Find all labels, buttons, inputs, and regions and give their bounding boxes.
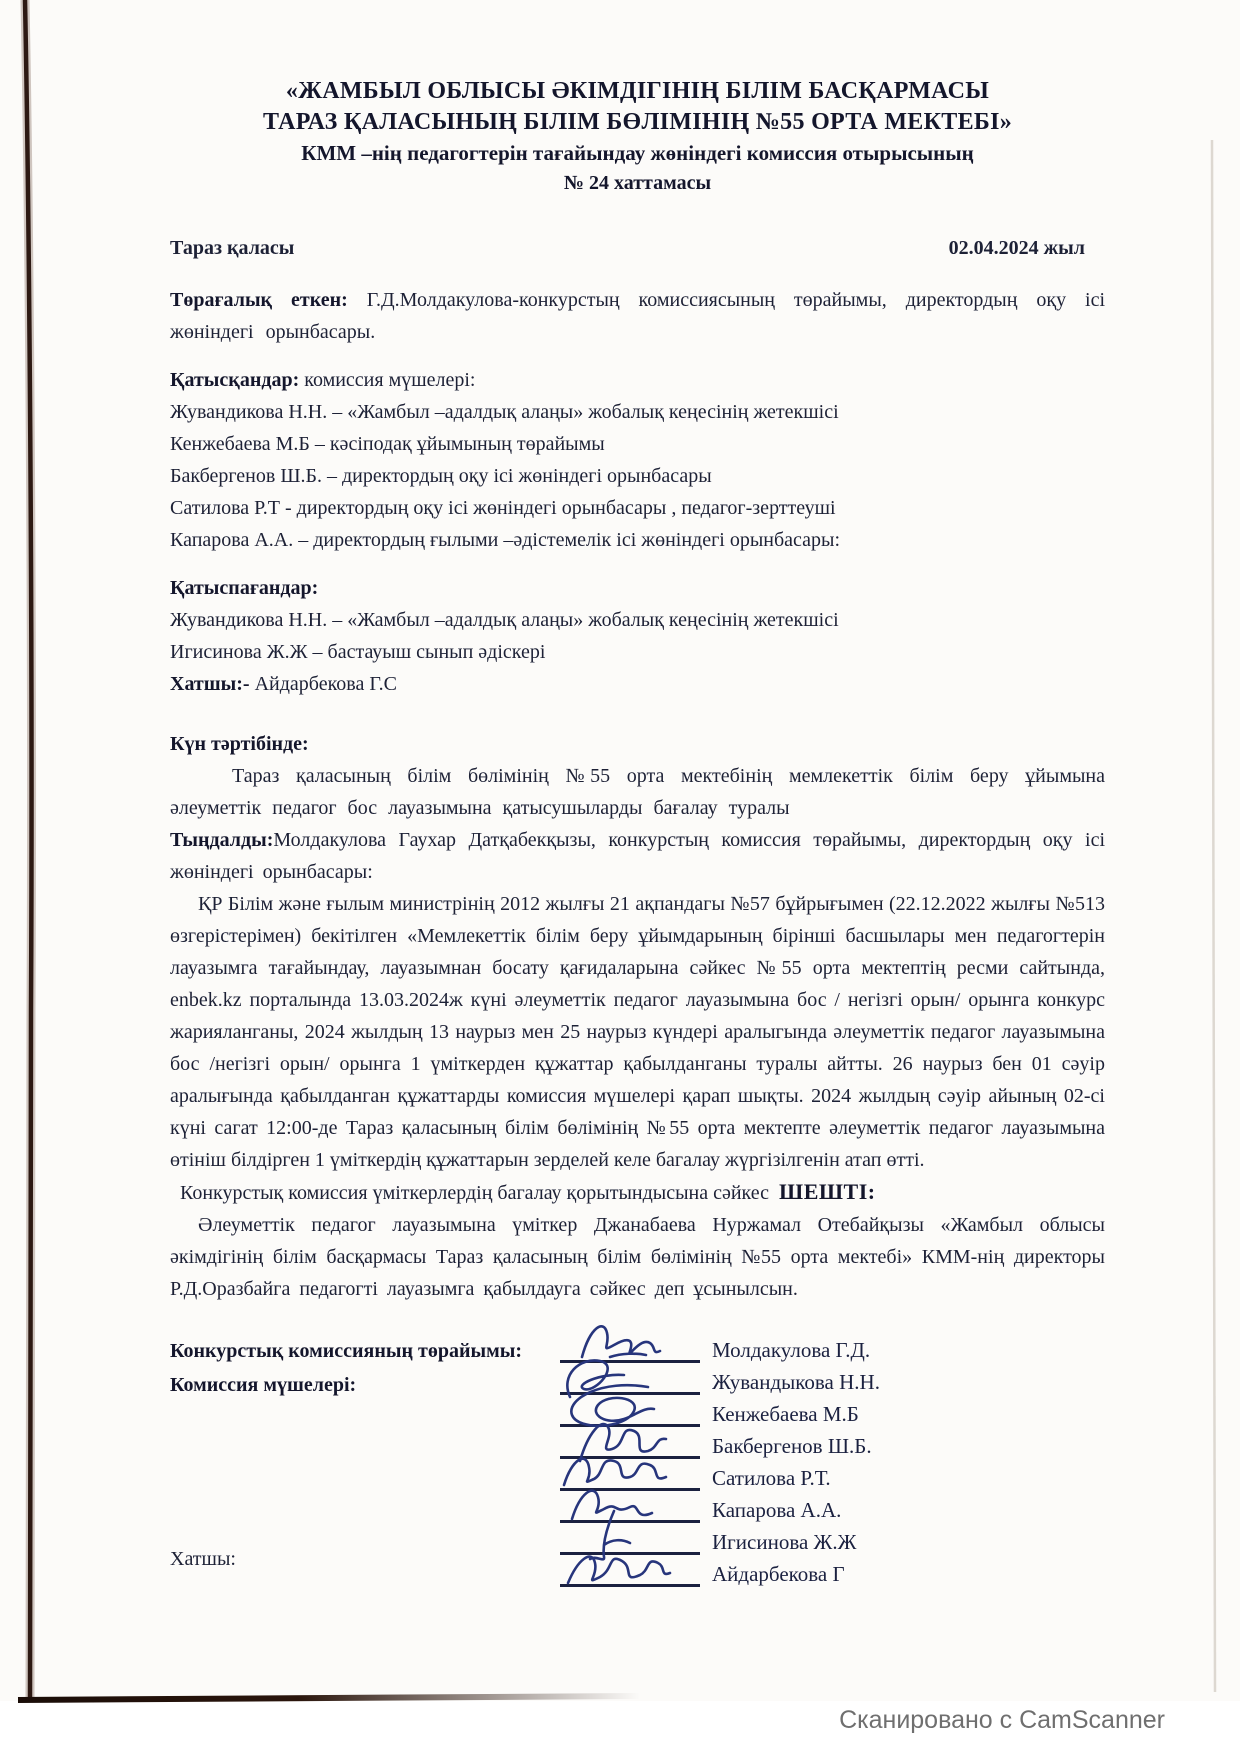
- list-item: Игисинова Ж.Ж – бастауыш сынып әдіскері: [170, 641, 546, 663]
- absentees-heading: [170, 572, 1105, 604]
- chairperson-text: Г.Д.Молдакулова-конкурстың комиссиясының төрайымы, директордың оқу ісі жөніндегі орынбасары.: [170, 289, 1105, 343]
- attendees-label: Қатысқандар:: [170, 369, 300, 391]
- signature-chair-label-text: Конкурстық комиссияның төрайымы:: [170, 1340, 523, 1362]
- signature-rows: [560, 1331, 880, 1587]
- title-line-4: № 24 хаттамасы: [563, 172, 712, 194]
- heard-label: Тыңдалды:: [170, 829, 274, 851]
- signature-name: Бакбергенов Ш.Б.: [712, 1434, 872, 1458]
- agenda-text: Тараз қаласының білім бөлімінің №55 орта мектебінің мемлекеттік білім беру ұйымына әлеуметтік педагог бос лауазымына қатысушыларды бағалау туралы: [170, 765, 1105, 819]
- list-item: Капарова А.А. – директордың ғылыми –әдістемелік ісі жөніндегі орынбасары:: [170, 529, 841, 551]
- camscanner-credit: Сканировано с CamScanner: [839, 1706, 1165, 1734]
- secretary-name: Айдарбекова Г.С: [254, 673, 397, 695]
- secretary-label: Хатшы:-: [170, 673, 250, 695]
- signature-name: Айдарбекова Г: [712, 1562, 845, 1586]
- signature-members-label-text: Комиссия мүшелері:: [170, 1374, 357, 1396]
- decision-intro: [170, 1176, 1105, 1209]
- agenda-label: Күн тәртібінде:: [170, 733, 309, 755]
- heard-paragraph: [170, 824, 1105, 888]
- title-line-1: «ЖАМБЫЛ ОБЛЫСЫ ӘКІМДІГІНІҢ БІЛІМ БАСҚАРМАСЫ: [285, 78, 990, 104]
- signature-row: [560, 1555, 880, 1587]
- signature-name: Кенжебаева М.Б: [712, 1402, 859, 1426]
- signature-name: Молдакулова Г.Д.: [712, 1338, 871, 1362]
- heard-text: Молдакулова Гаухар Датқабекқызы, конкурстың комиссия төрайымы, директордың оқу ісі жөніндегі орынбасары:: [170, 829, 1105, 883]
- signature-line: [560, 1560, 700, 1587]
- signature-name: Капарова А.А.: [712, 1498, 842, 1522]
- document-title: [170, 0, 1105, 198]
- list-item: Жувандикова Н.Н. – «Жамбыл –адалдық алаңы» жобалық кеңесінің жетекшісі: [170, 609, 839, 631]
- decision-intro-text: Конкурстық комиссия үміткерлердің багалау қорытындысына сәйкес: [180, 1182, 770, 1204]
- signature-name: Сатилова Р.Т.: [712, 1466, 831, 1490]
- signature-ink: [552, 1537, 702, 1597]
- list-item: Бакбергенов Ш.Б. – директордың оқу ісі жөніндегі орынбасары: [170, 465, 712, 487]
- signature-chair-label: [170, 1335, 522, 1367]
- list-item: Жувандикова Н.Н. – «Жамбыл –адалдық алаңы» жобалық кеңесінің жетекшісі: [170, 401, 839, 423]
- decision-text: Әлеуметтік педагог лауазымына үміткер Джанабаева Нуржамал Отебайқызы «Жамбыл облысы әкімдігінің білім басқармасы Тараз қаласының білім бөлімінің №55 орта мектебі» КММ-нің директоры Р.Д.Оразбайга педагогті лауазымга қабылдауга сәйкес деп ұсынылсын.: [170, 1214, 1105, 1300]
- city-label: Тараз қаласы: [170, 237, 295, 259]
- meta-row: [170, 232, 1105, 264]
- signature-section: [170, 1331, 1105, 1601]
- document-content: [170, 0, 1105, 1601]
- signature-secretary-label: Хатшы:: [170, 1548, 236, 1570]
- attendees-list: [170, 396, 1105, 556]
- absentees-label: Қатыспағандар:: [170, 577, 319, 599]
- secretary-line: [170, 668, 1105, 700]
- chairperson-label: Төрағалық еткен:: [170, 289, 348, 311]
- attendees-sublabel: комиссия мүшелері:: [304, 369, 476, 391]
- list-item: Кенжебаева М.Б – кәсіподақ ұйымының төрайымы: [170, 433, 605, 455]
- signature-name: Игисинова Ж.Ж: [712, 1530, 857, 1554]
- date-label: 02.04.2024 жыл: [948, 237, 1085, 259]
- body-paragraph: ҚР Білім және ғылым министрінің 2012 жылғы 21 ақпандагы №57 бұйрығымен (22.12.2022 жылғы №513 өзгерістерімен) бекітілген «Мемлекеттік білім беру ұйымдарының бірінші басшылары мен педагогтерін лауазымга тағайындау, лауазымнан босату қағидаларына сәйкес №55 орта мектептің ресми сайтында, enbek.kz порталында 13.03.2024ж күні әлеуметтік педагог лауазымына бос / негізгі орын/ орынга конкурс жарияланганы, 2024 жылдың 13 наурыз мен 25 наурыз күндері аралыгында әлеуметтік педагог лауазымына бос /негізгі орын/ орынга 1 үміткерден құжаттар қабылданганы туралы айтты. 26 наурыз бен 01 сәуір аралығында қабылданган құжаттарды комиссия мүшелері қарап шықты. 2024 жылдың сәуір айының 02-сі күні сагат 12:00-де Тараз қаласының білім бөлімінің №55 орта мектепте әлеуметтік педагог лауазымына өтініш білдірген 1 үміткердің құжаттарын зерделей келе багалау жүргізілгенін атап өтті.: [170, 893, 1105, 1171]
- agenda-heading: [170, 728, 1105, 760]
- list-item: Сатилова Р.Т - директордың оқу ісі жөніндегі орынбасары , педагог-зерттеуші: [170, 497, 836, 519]
- decision-label: ШЕШТІ:: [779, 1179, 876, 1204]
- title-line-2: ТАРАЗ ҚАЛАСЫНЫҢ БІЛІМ БӨЛІМІНІҢ №55 ОРТА МЕКТЕБІ»: [262, 109, 1013, 135]
- signature-members-label: [170, 1369, 356, 1401]
- signature-name: Жувандыкова Н.Н.: [712, 1370, 880, 1394]
- attendees-heading: [170, 364, 1105, 396]
- absentees-list: [170, 604, 1105, 700]
- title-line-3: КММ –нің педагогтерін тағайындау жөніндегі комиссия отырысының: [301, 141, 974, 165]
- chairperson-paragraph: [170, 284, 1105, 348]
